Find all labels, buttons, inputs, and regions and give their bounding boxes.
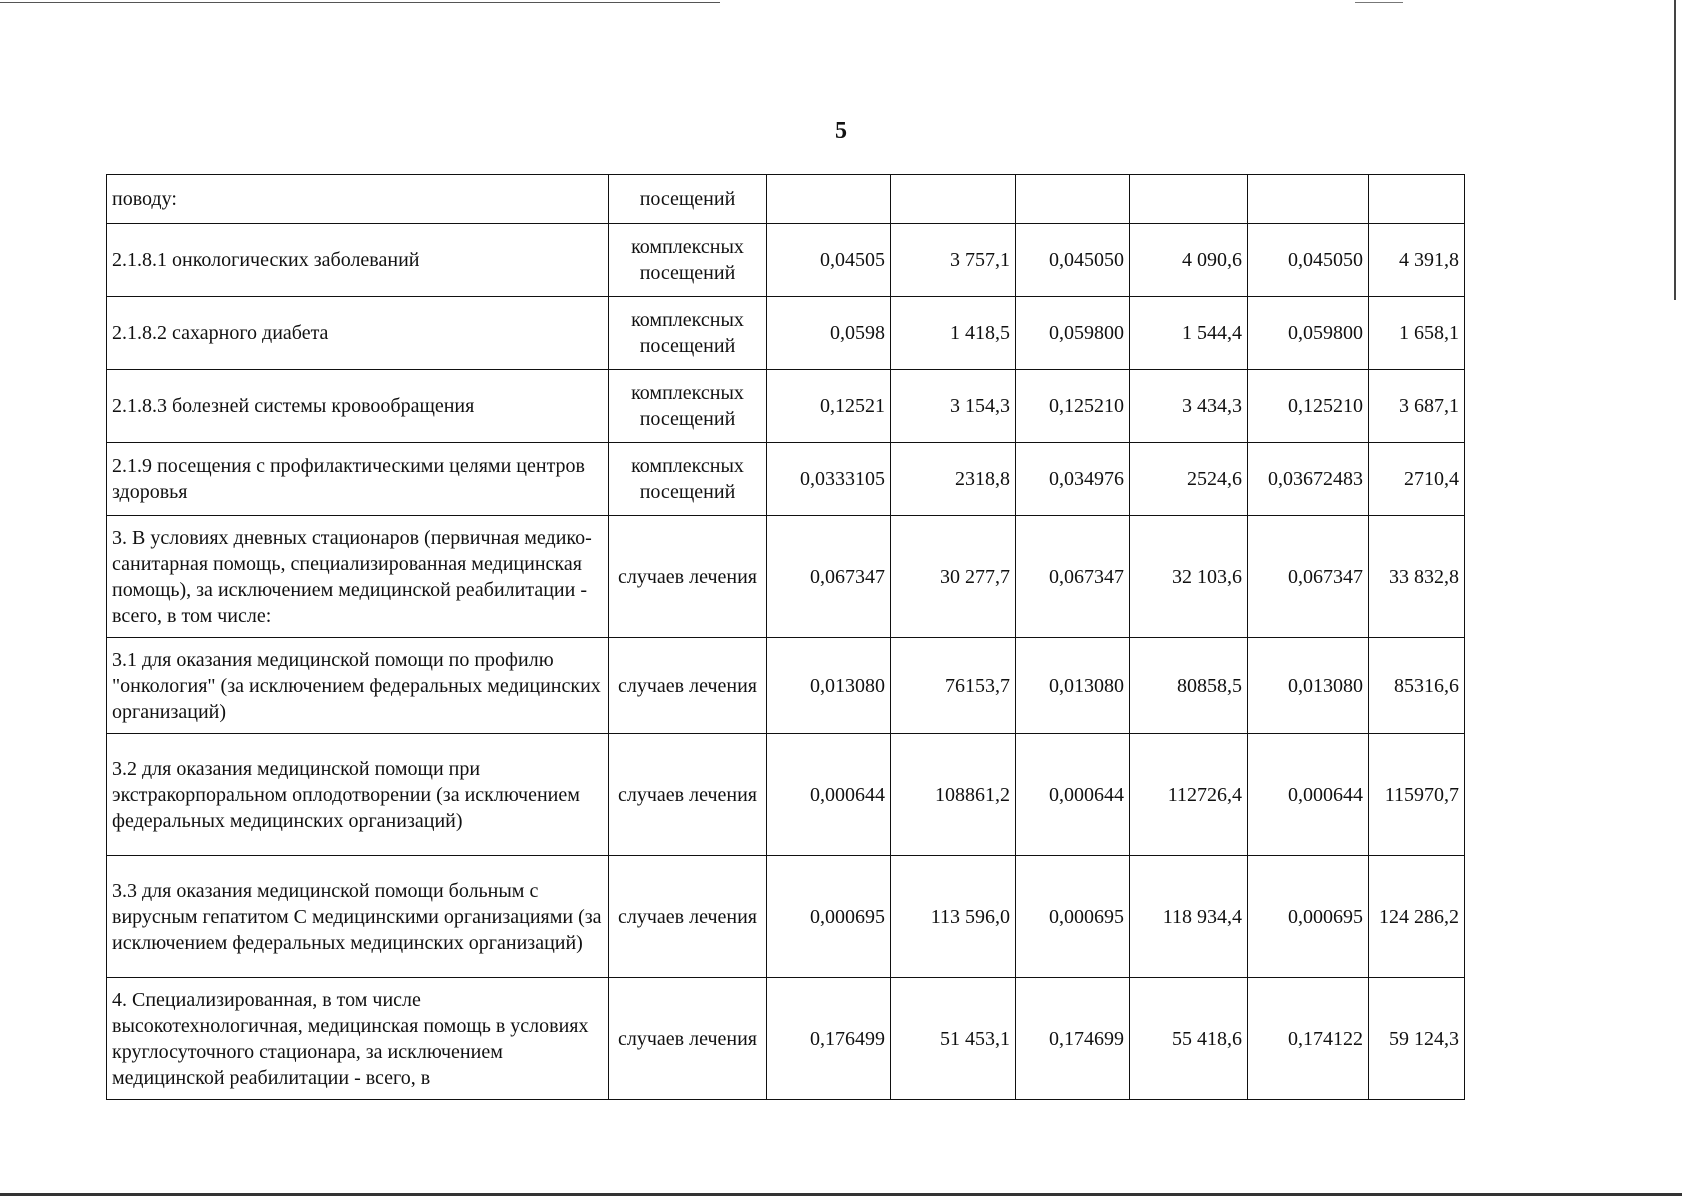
value-cell: 55 418,6 <box>1130 978 1248 1100</box>
table-row <box>107 856 1465 978</box>
value-cell: 0,067347 <box>1016 516 1130 638</box>
value-cell: 80858,5 <box>1130 638 1248 734</box>
value-cell: 4 090,6 <box>1130 224 1248 297</box>
value-cell: 4 391,8 <box>1369 224 1465 297</box>
table-row <box>107 734 1465 856</box>
row-name: 4. Специализированная, в том числе высокотехнологичная, медицинская помощь в условиях круглосуточного стационара, за исключением медицинской реабилитации - всего, в <box>107 978 609 1100</box>
value-cell: 0,04505 <box>767 224 891 297</box>
value-cell: 2524,6 <box>1130 443 1248 516</box>
row-name: поводу: <box>107 175 609 224</box>
scan-edge-right <box>1674 0 1676 300</box>
value-cell: 0,045050 <box>1248 224 1369 297</box>
row-name: 2.1.8.1 онкологических заболеваний <box>107 224 609 297</box>
row-unit: случаев лечения <box>609 856 767 978</box>
value-cell: 0,000695 <box>767 856 891 978</box>
value-cell: 0,176499 <box>767 978 891 1100</box>
scan-edge-bottom <box>0 1193 1682 1196</box>
value-cell: 1 658,1 <box>1369 297 1465 370</box>
value-cell: 32 103,6 <box>1130 516 1248 638</box>
value-cell <box>767 175 891 224</box>
value-cell: 0,125210 <box>1016 370 1130 443</box>
value-cell: 85316,6 <box>1369 638 1465 734</box>
value-cell <box>1248 175 1369 224</box>
value-cell: 0,000695 <box>1016 856 1130 978</box>
row-name: 2.1.8.2 сахарного диабета <box>107 297 609 370</box>
table-row <box>107 224 1465 297</box>
value-cell: 0,125210 <box>1248 370 1369 443</box>
value-cell: 0,034976 <box>1016 443 1130 516</box>
table-row <box>107 978 1465 1100</box>
value-cell: 0,0598 <box>767 297 891 370</box>
row-unit: посещений <box>609 175 767 224</box>
value-cell: 112726,4 <box>1130 734 1248 856</box>
value-cell: 1 544,4 <box>1130 297 1248 370</box>
table-row <box>107 175 1465 224</box>
row-name: 2.1.8.3 болезней системы кровообращения <box>107 370 609 443</box>
value-cell: 1 418,5 <box>891 297 1016 370</box>
row-name: 3.1 для оказания медицинской помощи по профилю "онкология" (за исключением федеральных медицинских организаций) <box>107 638 609 734</box>
row-unit: комплексных посещений <box>609 297 767 370</box>
value-cell: 118 934,4 <box>1130 856 1248 978</box>
value-cell: 0,059800 <box>1016 297 1130 370</box>
value-cell: 3 154,3 <box>891 370 1016 443</box>
value-cell: 0,067347 <box>767 516 891 638</box>
value-cell: 0,0333105 <box>767 443 891 516</box>
value-cell: 0,013080 <box>1248 638 1369 734</box>
value-cell <box>1130 175 1248 224</box>
value-cell: 0,03672483 <box>1248 443 1369 516</box>
table-row <box>107 443 1465 516</box>
indicators-table <box>106 174 1465 1100</box>
value-cell: 3 687,1 <box>1369 370 1465 443</box>
value-cell: 0,174699 <box>1016 978 1130 1100</box>
value-cell: 0,059800 <box>1248 297 1369 370</box>
row-unit: случаев лечения <box>609 516 767 638</box>
row-name: 3. В условиях дневных стационаров (первичная медико-санитарная помощь, специализированная медицинская помощь), за исключением медицинской реабилитации - всего, в том числе: <box>107 516 609 638</box>
value-cell: 0,067347 <box>1248 516 1369 638</box>
value-cell <box>1369 175 1465 224</box>
value-cell: 59 124,3 <box>1369 978 1465 1100</box>
value-cell: 30 277,7 <box>891 516 1016 638</box>
row-unit: комплексных посещений <box>609 370 767 443</box>
value-cell: 0,000695 <box>1248 856 1369 978</box>
value-cell: 2710,4 <box>1369 443 1465 516</box>
row-unit: случаев лечения <box>609 978 767 1100</box>
value-cell: 0,000644 <box>1016 734 1130 856</box>
value-cell: 0,12521 <box>767 370 891 443</box>
row-unit: случаев лечения <box>609 734 767 856</box>
value-cell: 0,000644 <box>1248 734 1369 856</box>
table-row <box>107 638 1465 734</box>
value-cell: 0,000644 <box>767 734 891 856</box>
value-cell: 0,174122 <box>1248 978 1369 1100</box>
table-row <box>107 297 1465 370</box>
value-cell: 2318,8 <box>891 443 1016 516</box>
value-cell: 3 434,3 <box>1130 370 1248 443</box>
row-name: 3.3 для оказания медицинской помощи больным с вирусным гепатитом С медицинскими организациями (за исключением федеральных медицинских организаций) <box>107 856 609 978</box>
table-row <box>107 516 1465 638</box>
value-cell <box>891 175 1016 224</box>
value-cell: 108861,2 <box>891 734 1016 856</box>
value-cell: 0,013080 <box>1016 638 1130 734</box>
value-cell: 76153,7 <box>891 638 1016 734</box>
value-cell: 33 832,8 <box>1369 516 1465 638</box>
scan-edge-top <box>0 2 720 3</box>
row-name: 3.2 для оказания медицинской помощи при экстракорпоральном оплодотворении (за исключением федеральных медицинских организаций) <box>107 734 609 856</box>
value-cell <box>1016 175 1130 224</box>
row-unit: комплексных посещений <box>609 224 767 297</box>
value-cell: 0,045050 <box>1016 224 1130 297</box>
table-row <box>107 370 1465 443</box>
value-cell: 115970,7 <box>1369 734 1465 856</box>
value-cell: 0,013080 <box>767 638 891 734</box>
scan-edge-top-right <box>1355 2 1403 3</box>
row-unit: комплексных посещений <box>609 443 767 516</box>
value-cell: 113 596,0 <box>891 856 1016 978</box>
row-name: 2.1.9 посещения с профилактическими целями центров здоровья <box>107 443 609 516</box>
value-cell: 124 286,2 <box>1369 856 1465 978</box>
page-number: 5 <box>835 118 847 144</box>
value-cell: 51 453,1 <box>891 978 1016 1100</box>
row-unit: случаев лечения <box>609 638 767 734</box>
value-cell: 3 757,1 <box>891 224 1016 297</box>
